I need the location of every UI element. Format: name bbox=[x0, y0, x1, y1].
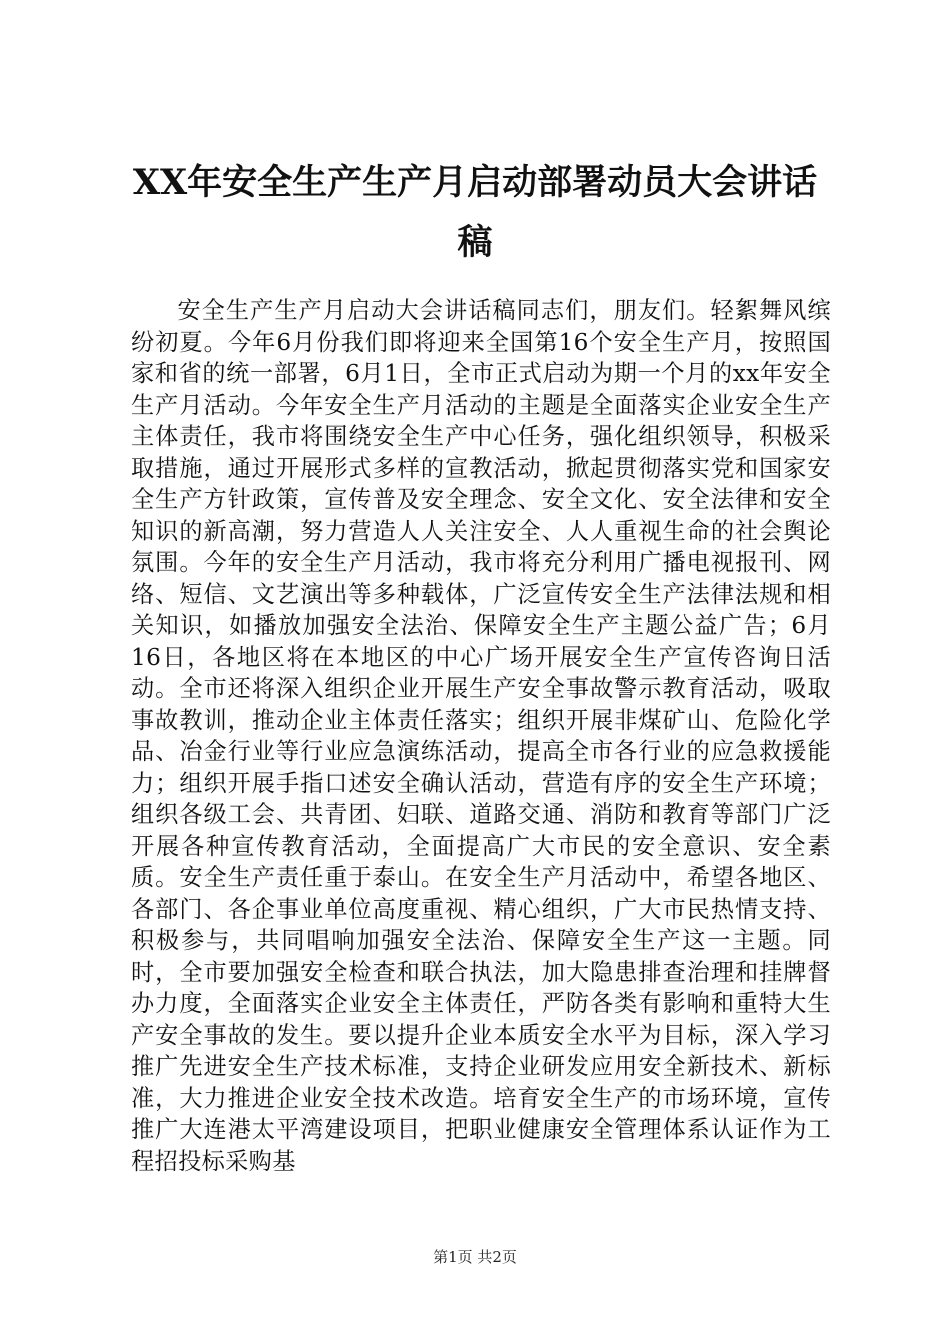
document-title-line2: 稿 bbox=[457, 222, 493, 263]
document-title-line1: XX年安全生产生产月启动部署动员大会讲话 bbox=[132, 162, 818, 203]
document-body-paragraph: 安全生产生产月启动大会讲话稿同志们，朋友们。轻絮舞风缤纷初夏。今年6月份我们即将迎来全国第16个安全生产月，按照国家和省的统一部署，6月1日，全市正式启动为期一个月的xx年安全生产月活动。今年安全生产月活动的主题是全面落实企业安全生产主体责任，我市将围绕安全生产中心任务，强化组织领导，积极采取措施，通过开展形式多样的宣教活动，掀起贯彻落实党和国家安全生产方针政策，宣传普及安全理念、安全文化、安全法律和安全知识的新高潮，努力营造人人关注安全、人人重视生命的社会舆论氛围。今年的安全生产月活动，我市将充分利用广播电视报刊、网络、短信、文艺演出等多种载体，广泛宣传安全生产法律法规和相关知识，如播放加强安全法治、保障安全生产主题公益广告；6月16日，各地区将在本地区的中心广场开展安全生产宣传咨询日活动。全市还将深入组织企业开展生产安全事故警示教育活动，吸取事故教训，推动企业主体责任落实；组织开展非煤矿山、危险化学品、冶金行业等行业应急演练活动，提高全市各行业的应急救援能力；组织开展手指口述安全确认活动，营造有序的安全生产环境；组织各级工会、共青团、妇联、道路交通、消防和教育等部门广泛开展各种宣传教育活动，全面提高广大市民的安全意识、安全素质。安全生产责任重于泰山。在安全生产月活动中，希望各地区、各部门、各企事业单位高度重视、精心组织，广大市民热情支持、积极参与，共同唱响加强安全法治、保障安全生产这一主题。同时，全市要加强安全检查和联合执法，加大隐患排查治理和挂牌督办力度，全面落实企业安全主体责任，严防各类有影响和重特大生产安全事故的发生。要以提升企业本质安全水平为目标，深入学习推广先进安全生产技术标准，支持企业研发应用安全新技术、新标准，大力推进企业安全技术改造。培育安全生产的市场环境，宣传推广大连港太平湾建设项目，把职业健康安全管理体系认证作为工程招投标采购基 bbox=[131, 297, 831, 1175]
page-number-footer: 第1页 共2页 bbox=[433, 1248, 517, 1266]
